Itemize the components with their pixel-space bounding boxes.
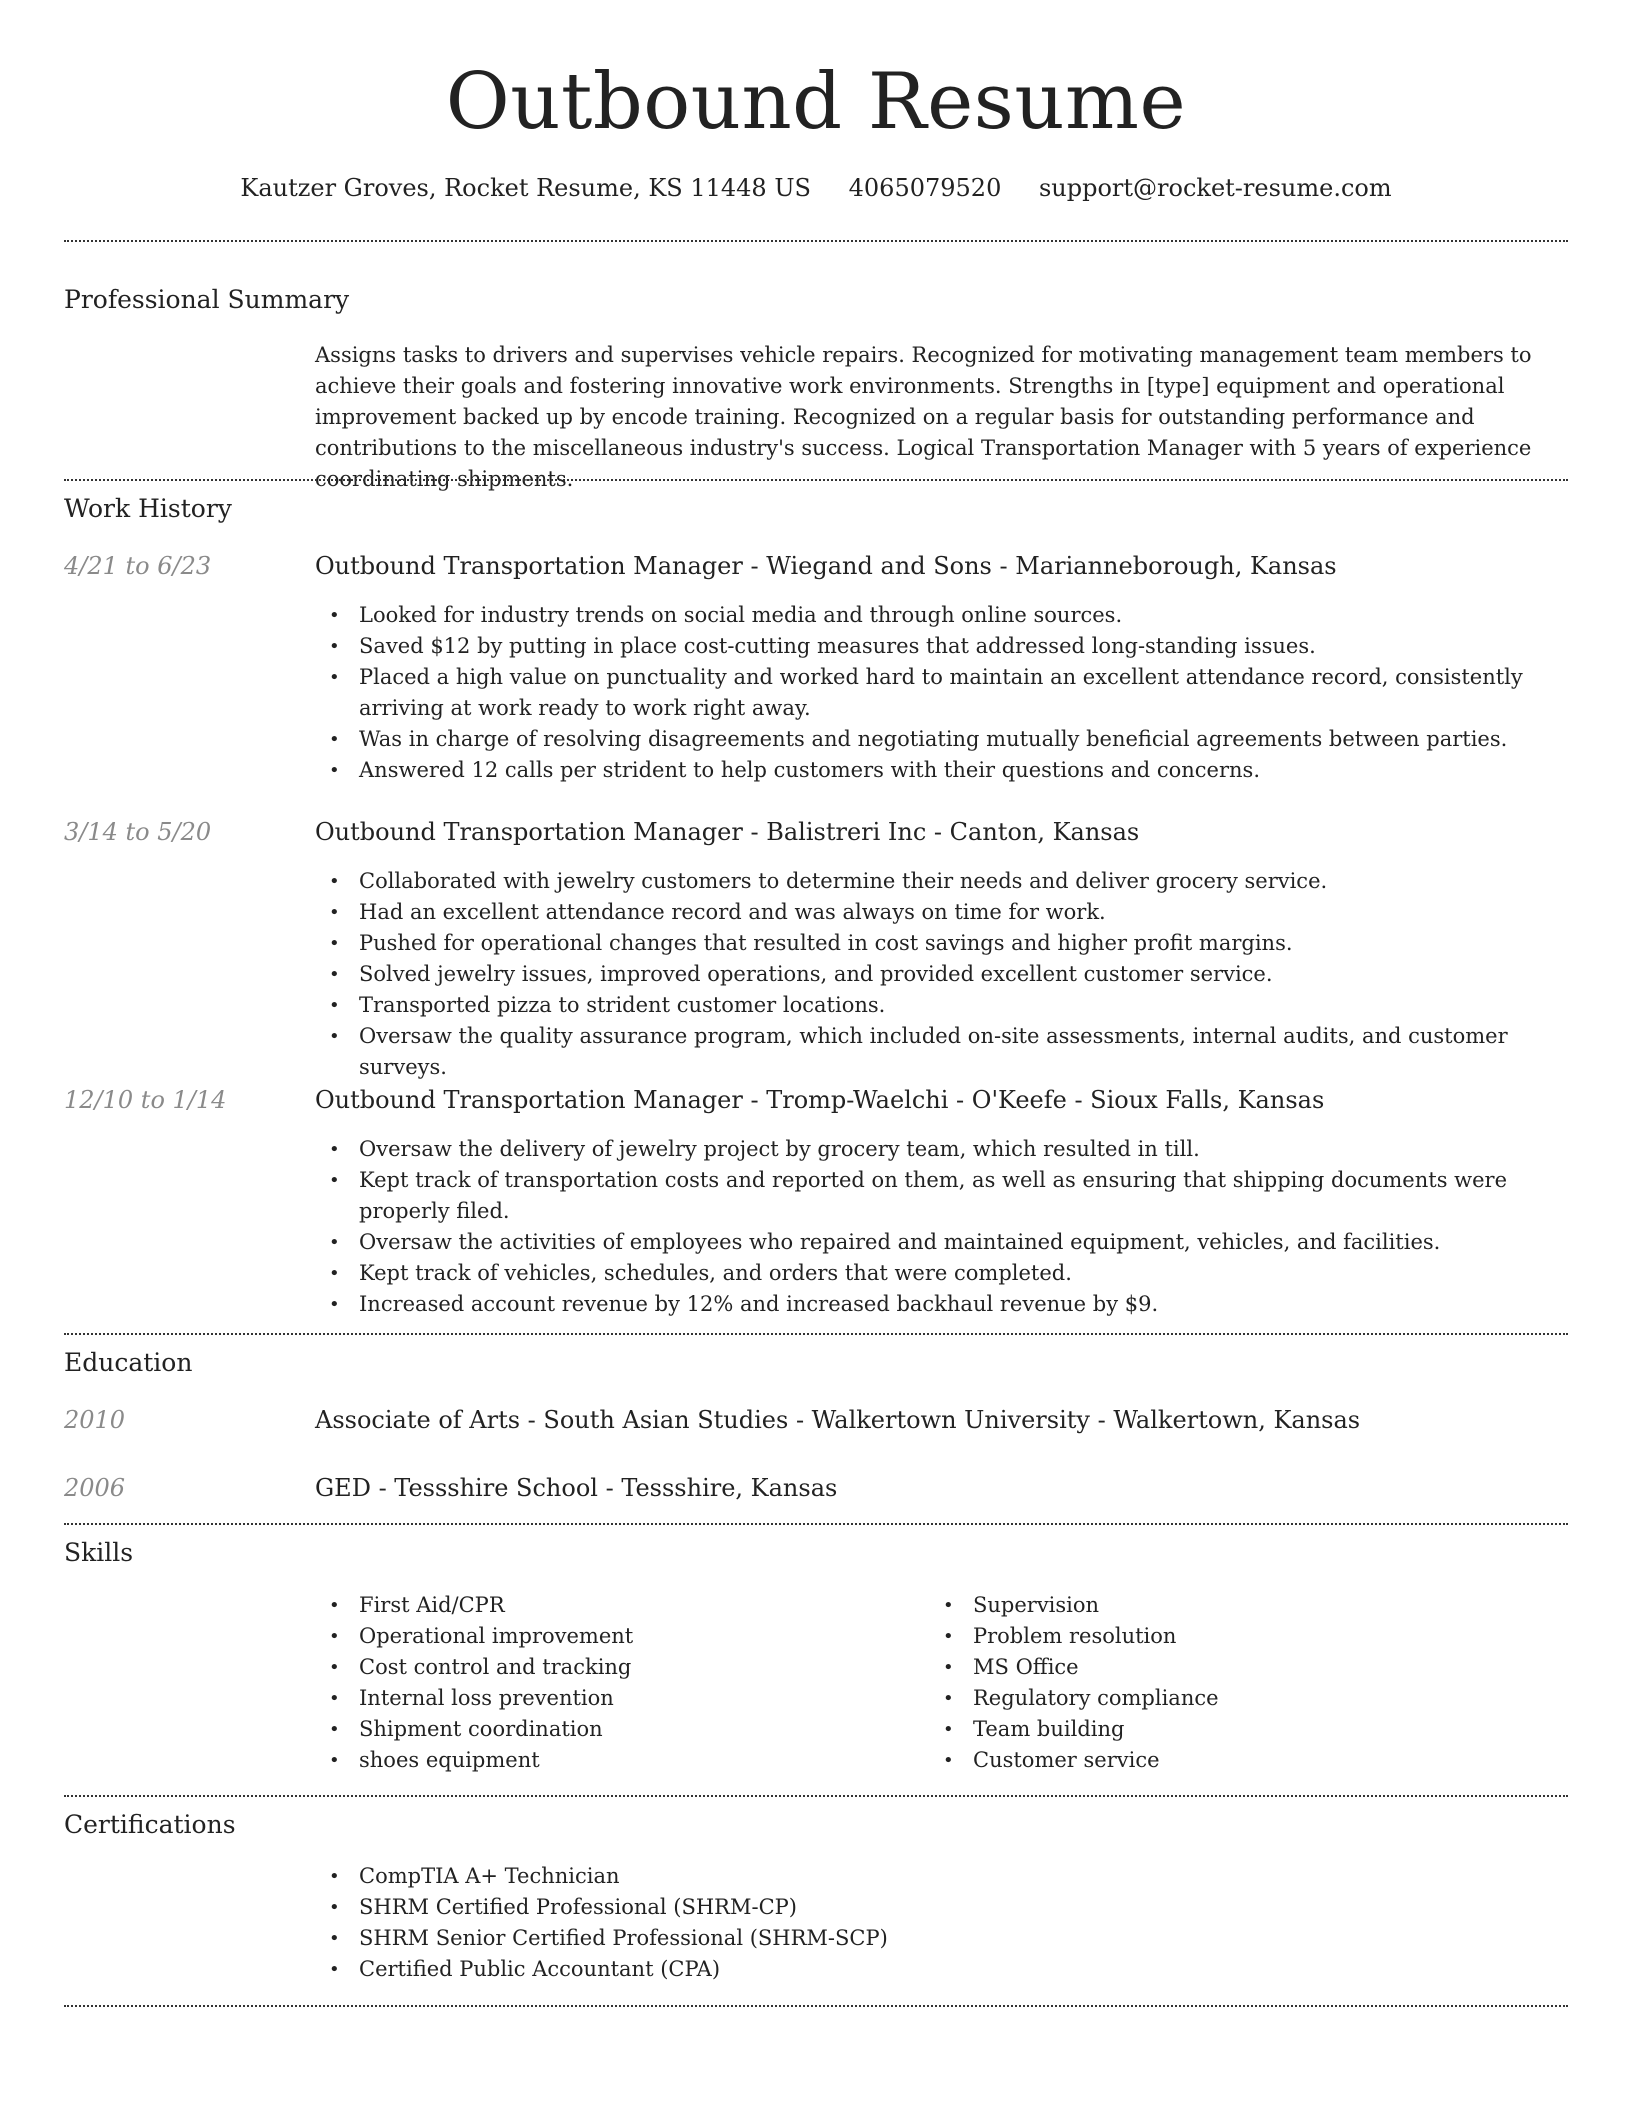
summary-heading: Professional Summary: [64, 285, 350, 314]
skills-column-2: [929, 1590, 1529, 1776]
contact-phone: 4065079520: [848, 174, 1002, 202]
skill-item: • Internal loss prevention: [315, 1683, 915, 1714]
job-bullets: [315, 600, 1568, 786]
job-bullets: [315, 1134, 1568, 1320]
certification-item: • SHRM Senior Certified Professional (SHRM-SCP): [315, 1923, 1568, 1954]
job-bullets: [315, 866, 1568, 1083]
skills-column-1: [315, 1590, 915, 1776]
divider: [64, 2005, 1568, 2007]
certification-item: • Certified Public Accountant (CPA): [315, 1954, 1568, 1985]
skill-item: • Problem resolution: [929, 1621, 1529, 1652]
work-history-heading: Work History: [64, 494, 232, 523]
certifications-list: [315, 1861, 1568, 1985]
skill-item: • Shipment coordination: [315, 1714, 915, 1745]
job-bullet: • Pushed for operational changes that resulted in cost savings and higher profit margins.: [315, 928, 1568, 959]
contact-line: [64, 168, 1568, 208]
job-bullet: • Kept track of transportation costs and reported on them, as well as ensuring that shipping documents were properly filed.: [315, 1165, 1568, 1227]
resume-name: Outbound Resume: [445, 57, 1187, 147]
job-bullet: • Kept track of vehicles, schedules, and orders that were completed.: [315, 1258, 1568, 1289]
job-bullet: • Increased account revenue by 12% and increased backhaul revenue by $9.: [315, 1289, 1568, 1320]
job-bullet: • Placed a high value on punctuality and worked hard to maintain an excellent attendance record, consistently arriving at work ready to work right away.: [315, 662, 1568, 724]
resume-page: [64, 0, 1568, 2112]
skill-item: • Supervision: [929, 1590, 1529, 1621]
skill-item: • shoes equipment: [315, 1745, 915, 1776]
education-heading: Education: [64, 1348, 193, 1377]
skill-item: • Cost control and tracking: [315, 1652, 915, 1683]
education-degree: Associate of Arts - South Asian Studies - Walkertown University - Walkertown, Kansas: [315, 1406, 1361, 1434]
contact-email: support@rocket-resume.com: [1038, 174, 1392, 202]
education-degree: GED - Tessshire School - Tessshire, Kansas: [315, 1474, 838, 1502]
skill-item: • Operational improvement: [315, 1621, 915, 1652]
job-title: Outbound Transportation Manager - Balistreri Inc - Canton, Kansas: [315, 818, 1140, 846]
skill-item: • Team building: [929, 1714, 1529, 1745]
job-bullet: • Oversaw the activities of employees who repaired and maintained equipment, vehicles, and facilities.: [315, 1227, 1568, 1258]
job-title: Outbound Transportation Manager - Tromp-Waelchi - O'Keefe - Sioux Falls, Kansas: [315, 1086, 1325, 1114]
divider: [64, 1333, 1568, 1335]
certifications-heading: Certifications: [64, 1810, 236, 1839]
certification-item: • SHRM Certified Professional (SHRM-CP): [315, 1892, 1568, 1923]
divider: [64, 240, 1568, 242]
job-dates: 12/10 to 1/14: [64, 1086, 227, 1114]
job-bullet: • Oversaw the quality assurance program, which included on-site assessments, internal audits, and customer surveys.: [315, 1021, 1568, 1083]
job-dates: 4/21 to 6/23: [64, 552, 212, 580]
divider: [64, 479, 1568, 481]
job-bullet: • Collaborated with jewelry customers to determine their needs and deliver grocery service.: [315, 866, 1568, 897]
job-bullet: • Saved $12 by putting in place cost-cutting measures that addressed long-standing issues.: [315, 631, 1568, 662]
summary-text: Assigns tasks to drivers and supervises vehicle repairs. Recognized for motivating management team members to achieve their goals and fostering innovative work environments. Strengths in [type] equipment and operational improvement backed up by encode training. Recognized on a regular basis for outstanding performance and contributions to the miscellaneous industry's success. Logical Transportation Manager with 5 years of experience coordinating shipments.: [315, 343, 1532, 491]
skills-heading: Skills: [64, 1538, 134, 1567]
skill-item: • First Aid/CPR: [315, 1590, 915, 1621]
education-year: 2006: [64, 1474, 126, 1502]
divider: [64, 1795, 1568, 1797]
job-bullet: • Solved jewelry issues, improved operations, and provided excellent customer service.: [315, 959, 1568, 990]
job-bullet: • Looked for industry trends on social media and through online sources.: [315, 600, 1568, 631]
job-bullet: • Answered 12 calls per strident to help customers with their questions and concerns.: [315, 755, 1568, 786]
job-bullet: • Had an excellent attendance record and was always on time for work.: [315, 897, 1568, 928]
certification-item: • CompTIA A+ Technician: [315, 1861, 1568, 1892]
skill-item: • Customer service: [929, 1745, 1529, 1776]
skill-item: • MS Office: [929, 1652, 1529, 1683]
job-dates: 3/14 to 5/20: [64, 818, 212, 846]
divider: [64, 1523, 1568, 1525]
job-bullet: • Oversaw the delivery of jewelry project by grocery team, which resulted in till.: [315, 1134, 1568, 1165]
education-year: 2010: [64, 1406, 126, 1434]
job-bullet: • Transported pizza to strident customer locations.: [315, 990, 1568, 1021]
skill-item: • Regulatory compliance: [929, 1683, 1529, 1714]
job-title: Outbound Transportation Manager - Wiegand and Sons - Marianneborough, Kansas: [315, 552, 1337, 580]
job-bullet: • Was in charge of resolving disagreements and negotiating mutually beneficial agreements between parties.: [315, 724, 1568, 755]
contact-address: Kautzer Groves, Rocket Resume, KS 11448 US: [240, 174, 811, 202]
